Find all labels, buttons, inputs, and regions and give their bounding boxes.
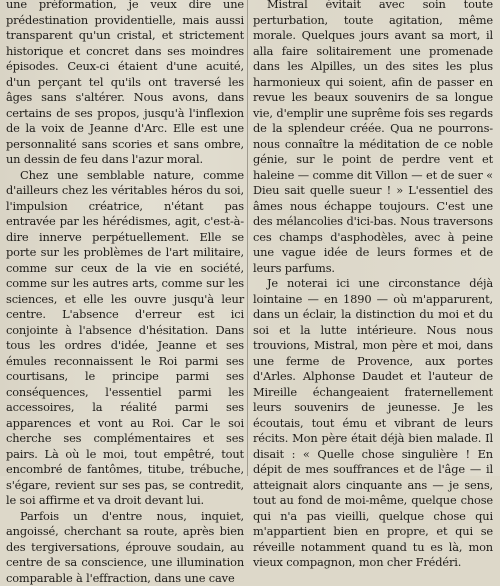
column-divider <box>247 0 248 476</box>
column-right <box>253 0 493 571</box>
paragraph-3: Parfois un d'entre nous, inquiet, angoissé, cherchant sa route, après bien des tergiversations, éprouve soudain, au centre de sa conscience, une illumination comparable à l'effraction, dans une cave <box>6 509 244 586</box>
paragraph-2: Chez une semblable nature, comme d'ailleurs chez les véritables héros du soi, l'impulsion créatrice, n'étant pas entravée par les hérédismes, agit, c'est-à-dire innerve perpétuellement. Elle se porte sur les problèmes de l'art militaire, comme sur ceux de la vie en société, comme sur les autres arts, comme sur les sciences, et elle les ouvre jusqu'à leur centre. L'absence d'erreur est ici conjointe à l'absence d'hésitation. Dans tous les ordres d'idée, Jeanne et ses émules reconnaissent le Roi parmi ses courtisans, le principe parmi ses conséquences, l'essentiel parmi les accessoires, la réalité parmi ses apparences et vont au Roi. Car le soi cherche ses complémentaires et ses pairs. Là où le moi, tout empêtré, tout encombré de fantômes, titube, trébuche, s'égare, revient sur ses pas, se contredit, le soi affirme et va droit devant lui. <box>6 168 244 509</box>
paragraph-5: Je noterai ici une circonstance déjà lointaine — en 1890 — où m'apparurent, dans un éclair, la distinction du moi et du soi et la lutte intérieure. Nous nous trouvions, Mistral, mon père et moi, dans une ferme de Provence, aux portes d'Arles. Alphonse Daudet et l'auteur de Mireille échangeaient fraternellement leurs souvenirs de jeunesse. Je les écoutais, tout ému et vibrant de leurs récits. Mon père était déjà bien malade. Il disait : « Quelle chose singulière ! En dépit de mes souffrances et de l'âge — il atteignait alors cinquante ans — je sens, tout au fond de moi-même, quelque chose qui n'a pas vieilli, quelque chose qui m'appartient bien en propre, et qui se réveille notamment quand tu es là, mon vieux compagnon, mon cher Frédéri. <box>253 276 493 571</box>
paragraph-1: une préformation, je veux dire une prédestination providentielle, mais aussi transparent qu'un cristal, et strictement historique et concret dans ses moindres épisodes. Ceux-ci étaient d'une acuité, d'un perçant tel qu'ils ont traversé les âges sans s'altérer. Nous avons, dans certains de ses propos, jusqu'à l'inflexion de la voix de Jeanne d'Arc. Elle est une personnalité sans scories et sans ombre, un dessin de feu dans l'azur moral. <box>6 0 244 168</box>
column-left <box>6 0 244 586</box>
paragraph-4: Mistral évitait avec soin toute perturbation, toute agitation, même morale. Quelques jours avant sa mort, il alla faire solitairement une promenade dans les Alpilles, un des sites les plus harmonieux qui soient, afin de passer en revue les beaux souvenirs de sa longue vie, d'emplir une suprême fois ses regards de la splendeur créée. Qua ne pourrons-nous connaître la méditation de ce noble génie, sur le point de perdre vent et haleine — comme dit Villon — et de suer « Dieu sait quelle sueur ! » L'essentiel des âmes nous échappe toujours. C'est une des mélancolies d'ici-bas. Nous traversons ces champs d'asphodèles, avec à peine une vague idée de leurs formes et de leurs parfums. <box>253 0 493 276</box>
